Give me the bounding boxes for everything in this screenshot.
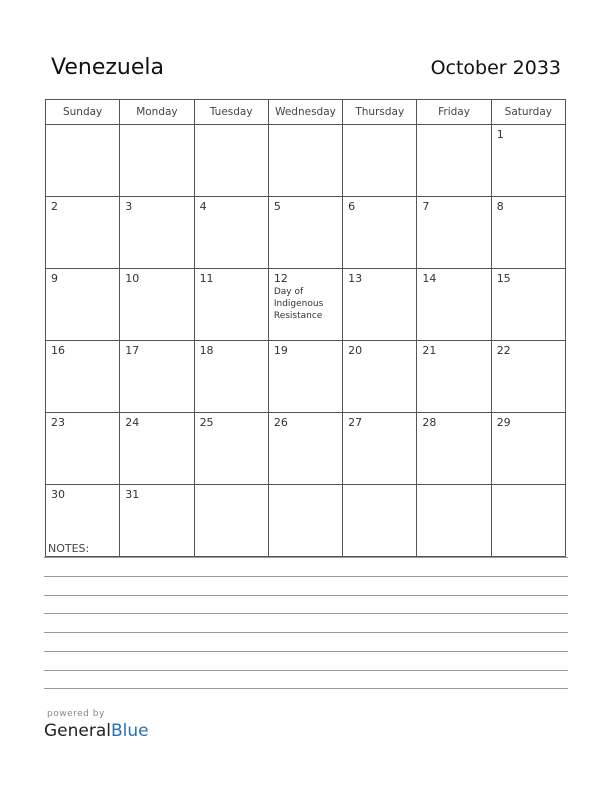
- day-cell: [46, 341, 120, 413]
- day-cell: [343, 269, 417, 341]
- empty-day-cell: [491, 485, 565, 557]
- empty-day-cell: [194, 485, 268, 557]
- day-cell: [491, 197, 565, 269]
- day-number: 6: [348, 200, 356, 213]
- empty-day-cell: [268, 125, 342, 197]
- empty-day-cell: [343, 125, 417, 197]
- day-number: 25: [199, 416, 214, 429]
- brand-logo: [44, 721, 149, 741]
- day-number: 27: [348, 416, 363, 429]
- notes-line: [44, 670, 568, 671]
- day-cell: [491, 413, 565, 485]
- day-number: 18: [199, 344, 214, 357]
- day-cell: [194, 197, 268, 269]
- notes-line: [44, 576, 568, 577]
- day-number: 20: [348, 344, 363, 357]
- day-cell: [46, 197, 120, 269]
- day-cell: [120, 413, 194, 485]
- day-cell: [268, 413, 342, 485]
- holiday-label: Day of Indigenous Resistance: [273, 287, 324, 321]
- day-cell: [268, 341, 342, 413]
- notes-line: [44, 688, 568, 689]
- day-cell: [120, 197, 194, 269]
- calendar-week-row: [46, 197, 566, 269]
- day-cell: [417, 269, 491, 341]
- day-cell: [120, 269, 194, 341]
- day-cell: [343, 341, 417, 413]
- empty-day-cell: [120, 125, 194, 197]
- day-cell: [491, 269, 565, 341]
- day-cell: [417, 197, 491, 269]
- calendar-week-row: [46, 125, 566, 197]
- calendar-body: [46, 125, 566, 557]
- empty-day-cell: [268, 485, 342, 557]
- day-number: 7: [422, 200, 430, 213]
- day-number: 21: [422, 344, 437, 357]
- day-number: 9: [51, 272, 58, 285]
- day-cell: [46, 269, 120, 341]
- calendar-week-row: [46, 269, 566, 341]
- day-number: 16: [51, 344, 65, 357]
- weekday-monday: Monday: [120, 100, 194, 125]
- weekday-thursday: Thursday: [343, 100, 417, 125]
- day-cell: [491, 341, 565, 413]
- month-year-title: October 2033: [430, 57, 561, 79]
- day-cell: [343, 197, 417, 269]
- day-cell: [343, 413, 417, 485]
- day-number: 17: [125, 344, 140, 357]
- calendar-week-row: [46, 413, 566, 485]
- day-cell: [417, 341, 491, 413]
- notes-line: [44, 557, 568, 558]
- calendar-week-row: [46, 341, 566, 413]
- day-number: 29: [496, 416, 511, 429]
- weekday-friday: Friday: [417, 100, 491, 125]
- day-number: 28: [422, 416, 437, 429]
- day-number: 13: [348, 272, 363, 285]
- weekday-saturday: Saturday: [491, 100, 565, 125]
- day-cell: [194, 269, 268, 341]
- notes-line: [44, 595, 568, 596]
- day-number: 11: [199, 272, 214, 285]
- calendar-grid: [45, 99, 566, 557]
- day-cell: [268, 269, 342, 341]
- day-cell: [417, 413, 491, 485]
- day-cell: [194, 341, 268, 413]
- day-number: 30: [51, 488, 65, 501]
- brand-name-blue: Blue: [111, 721, 149, 741]
- day-number: 3: [125, 200, 133, 213]
- notes-label: NOTES:: [48, 542, 90, 555]
- country-title: Venezuela: [51, 55, 164, 80]
- day-number: 4: [199, 200, 207, 213]
- empty-day-cell: [194, 125, 268, 197]
- notes-line: [44, 632, 568, 633]
- day-number: 14: [422, 272, 437, 285]
- day-number: 2: [51, 200, 58, 213]
- empty-day-cell: [417, 485, 491, 557]
- day-cell: [194, 413, 268, 485]
- day-number: 26: [273, 416, 288, 429]
- day-number: 5: [273, 200, 281, 213]
- weekday-header-row: [46, 100, 566, 125]
- brand-name-general: General: [44, 721, 111, 741]
- day-number: 31: [125, 488, 140, 501]
- day-number: 23: [51, 416, 65, 429]
- weekday-tuesday: Tuesday: [194, 100, 268, 125]
- day-number: 19: [273, 344, 288, 357]
- weekday-sunday: Sunday: [46, 100, 120, 125]
- notes-line: [44, 613, 568, 614]
- day-number: 24: [125, 416, 140, 429]
- day-cell: [120, 341, 194, 413]
- powered-by-text: powered by: [47, 709, 105, 719]
- notes-line: [44, 651, 568, 652]
- day-cell: [120, 485, 194, 557]
- weekday-wednesday: Wednesday: [268, 100, 342, 125]
- day-cell: [491, 125, 565, 197]
- day-number: 22: [496, 344, 511, 357]
- empty-day-cell: [417, 125, 491, 197]
- empty-day-cell: [46, 125, 120, 197]
- day-number: 10: [125, 272, 140, 285]
- empty-day-cell: [343, 485, 417, 557]
- day-cell: [268, 197, 342, 269]
- day-number: 15: [496, 272, 511, 285]
- calendar-week-row: [46, 485, 566, 557]
- day-cell: [46, 413, 120, 485]
- day-number: 1: [496, 128, 504, 141]
- day-number: 12: [273, 272, 288, 285]
- day-number: 8: [496, 200, 504, 213]
